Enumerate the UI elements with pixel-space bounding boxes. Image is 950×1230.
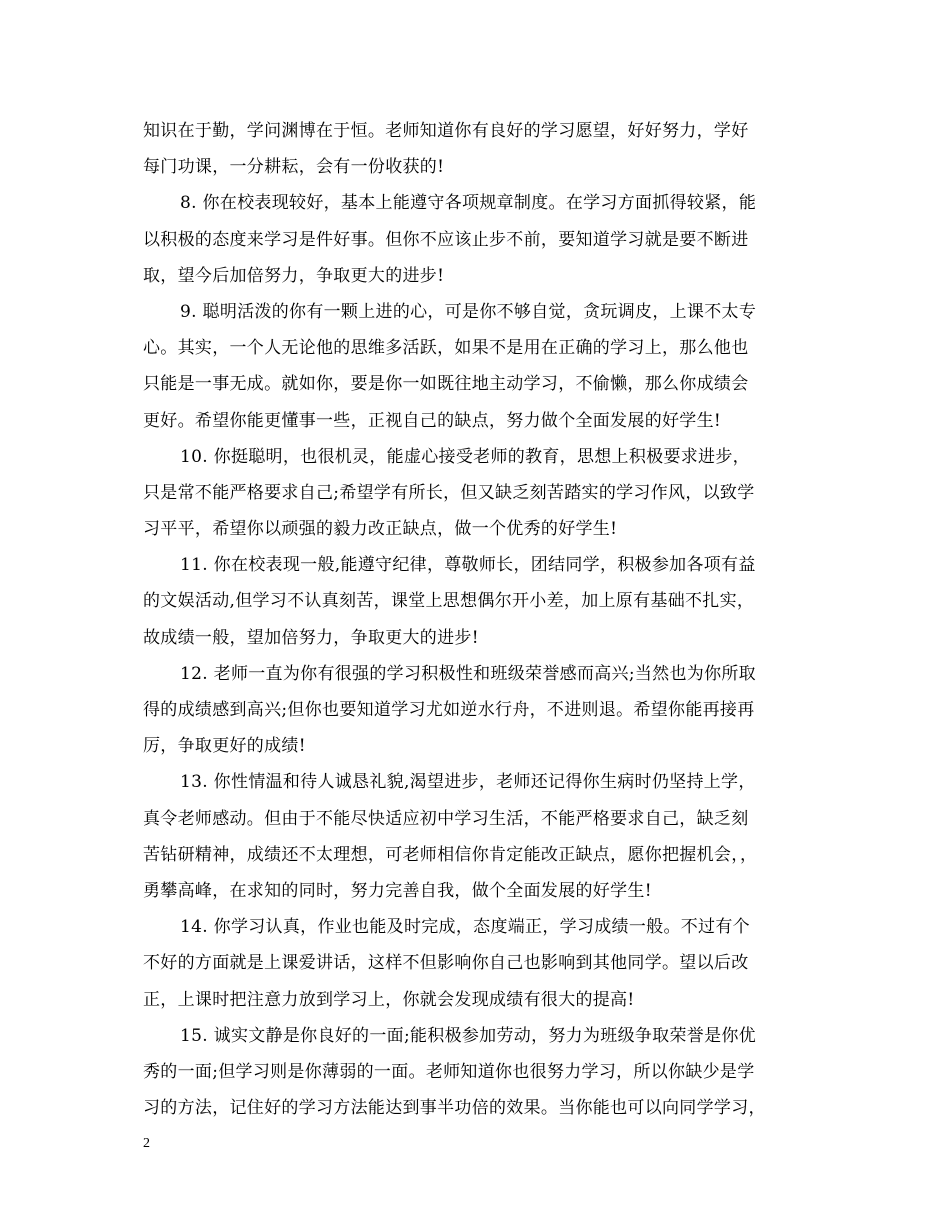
text-line: 以积极的态度来学习是件好事。但你不应该止步不前，要知道学习就是要不断进 <box>143 229 749 250</box>
text-line: 习平平，希望你以顽强的毅力改正缺点，做一个优秀的好学生! <box>143 519 618 540</box>
body-text <box>143 113 811 1126</box>
text-line: 心。其实，一个人无论他的思维多活跃，如果不是用在正确的学习上，那么他也 <box>143 338 749 359</box>
text-line: 秀的一面;但学习则是你薄弱的一面。老师知道你也很努力学习，所以你缺少是学 <box>143 1061 755 1082</box>
paragraph-start-line: 10. 你挺聪明，也很机灵，能虚心接受老师的教育，思想上积极要求进步， <box>180 446 750 467</box>
text-line: 只是常不能严格要求自己;希望学有所长，但又缺乏刻苦踏实的学习作风，以致学 <box>143 482 755 503</box>
text-line: 的文娱活动,但学习不认真刻苦，课堂上思想偶尔开小差，加上原有基础不扎实， <box>143 591 755 612</box>
paragraph-start-line: 11. 你在校表现一般,能遵守纪律，尊敬师长，团结同学，积极参加各项有益 <box>180 555 756 576</box>
text-line: 只能是一事无成。就如你，要是你一如既往地主动学习，不偷懒，那么你成绩会 <box>143 374 749 395</box>
text-line: 勇攀高峰，在求知的同时，努力完善自我，做个全面发展的好学生! <box>143 880 652 901</box>
text-line: 习的方法，记住好的学习方法能达到事半功倍的效果。当你能也可以向同学学习， <box>143 1098 766 1119</box>
paragraph-start-line: 14. 你学习认真，作业也能及时完成，态度端正，学习成绩一般。不过有个 <box>180 917 750 938</box>
text-line: 取，望今后加倍努力，争取更大的进步! <box>143 265 445 286</box>
text-line: 每门功课，一分耕耘，会有一份收获的! <box>143 157 445 178</box>
text-line: 苦钻研精神，成绩还不太理想，可老师相信你肯定能改正缺点，愿你把握机会，， <box>143 844 758 865</box>
text-line: 真令老师感动。但由于不能尽快适应初中学习生活，不能严格要求自己，缺乏刻 <box>143 808 749 829</box>
text-line: 得的成绩感到高兴;但你也要知道学习尤如逆水行舟，不进则退。希望你能再接再 <box>143 700 755 720</box>
paragraph-start-line: 13. 你性情温和待人诚恳礼貌,渴望进步，老师还记得你生病时仍坚持上学， <box>180 772 756 793</box>
paragraph-start-line: 12. 老师一直为你有很强的学习积极性和班级荣誉感而高兴;当然也为你所取 <box>180 663 756 684</box>
paragraph-start-line: 15. 诚实文静是你良好的一面;能积极参加劳动，努力为班级争取荣誉是你优 <box>180 1025 756 1046</box>
text-line: 厉，争取更好的成绩! <box>143 736 306 757</box>
text-line: 不好的方面就是上课爱讲话，这样不但影响你自己也影响到其他同学。望以后改 <box>143 953 749 974</box>
text-line: 正，上课时把注意力放到学习上，你就会发现成绩有很大的提高! <box>143 989 635 1010</box>
text-line: 更好。希望你能更懂事一些，正视自己的缺点，努力做个全面发展的好学生! <box>143 410 722 431</box>
text-line: 知识在于勤，学问渊博在于恒。老师知道你有良好的学习愿望，好好努力，学好 <box>143 121 749 141</box>
paragraph-start-line: 8. 你在校表现较好，基本上能遵守各项规章制度。在学习方面抓得较紧，能 <box>180 193 757 214</box>
text-line: 故成绩一般，望加倍努力，争取更大的进步! <box>143 627 479 648</box>
paragraph-start-line: 9. 聪明活泼的你有一颗上进的心，可是你不够自觉，贪玩调皮，上课不太专 <box>180 301 757 322</box>
page-number: 2 <box>143 1136 150 1151</box>
